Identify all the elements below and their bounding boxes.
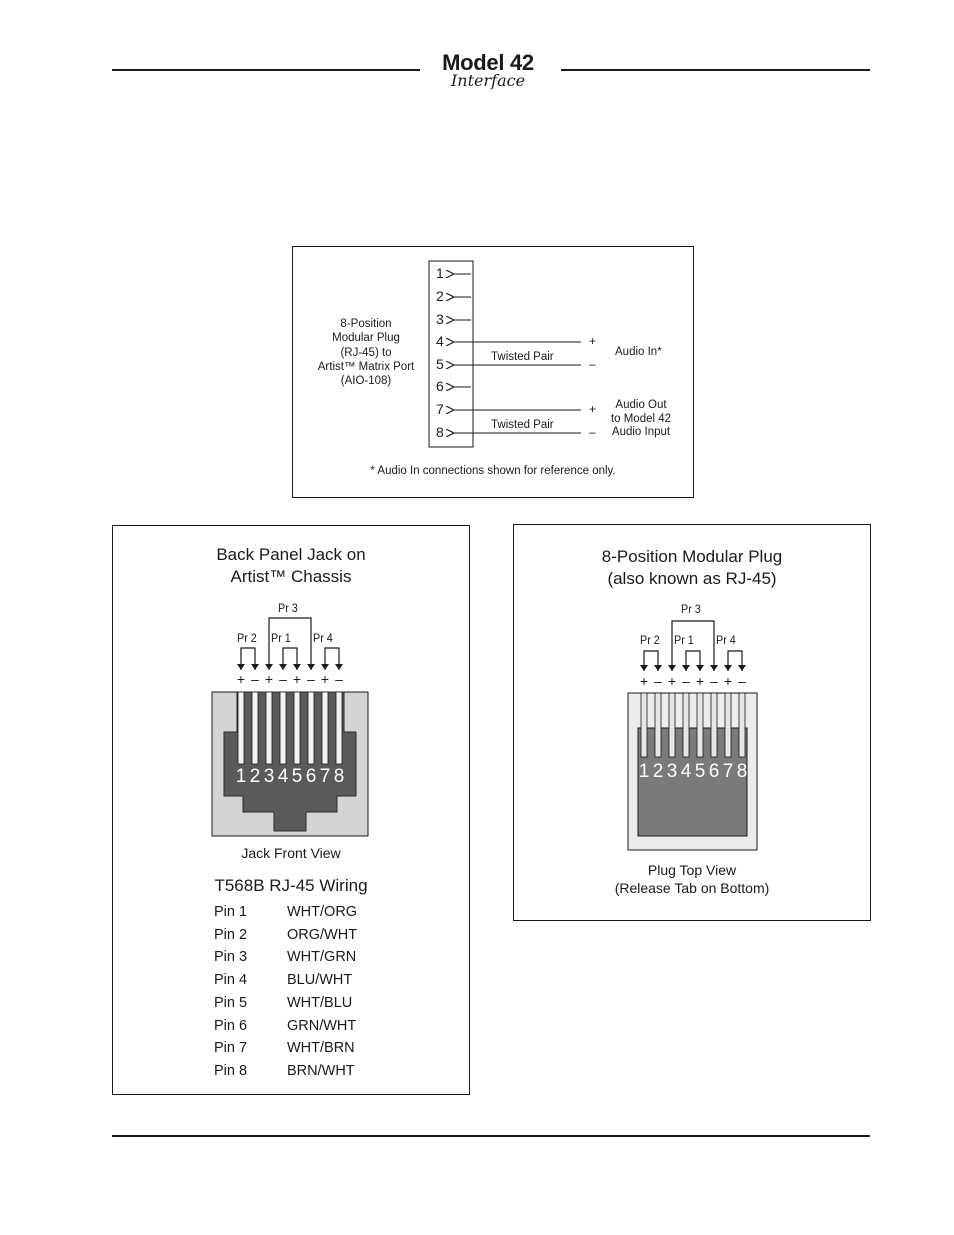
wiring-pin: Pin 6 [214, 1017, 248, 1034]
polarity-mark: + [292, 671, 302, 687]
audio-in-label: Audio In* [615, 346, 662, 358]
polarity-mark: – [654, 673, 662, 689]
polarity-mark: + [695, 673, 705, 689]
jack-caption: Jack Front View [241, 845, 341, 861]
pin-arrowhead [279, 664, 287, 670]
contact-pin [238, 692, 244, 764]
contact-pin [252, 692, 258, 764]
pin-number: 6 [305, 766, 317, 787]
twisted-pair-label-a: Twisted Pair [491, 351, 554, 363]
contact-pin [641, 693, 647, 757]
audio-out-label-line: Audio Out [615, 399, 667, 411]
pair-label-pr2: Pr 2 [237, 631, 257, 645]
pin-number: 3 [263, 766, 275, 787]
pair-label-pr3: Pr 3 [278, 601, 298, 615]
contact-pin [308, 692, 314, 764]
logo-title: Model 42 [442, 50, 534, 75]
pr4-bracket [728, 651, 742, 671]
connector-label-line: (RJ-45) to [340, 346, 392, 359]
polarity-mark: + [667, 673, 677, 689]
contact-pin [280, 692, 286, 764]
pair-label-pr4: Pr 4 [313, 631, 333, 645]
pair-label-pr1: Pr 1 [271, 631, 291, 645]
plug-panel-title-line: (also known as RJ-45) [607, 569, 777, 588]
connection-diagram [292, 246, 694, 498]
pr1-bracket [686, 651, 700, 671]
pair-label-pr1: Pr 1 [674, 633, 694, 647]
polarity-mark: + [723, 673, 733, 689]
contact-pin [294, 692, 300, 764]
contact-pin [655, 693, 661, 757]
audio-in-minus: – [589, 357, 596, 371]
contact-pin [725, 693, 731, 757]
wiring-pin: Pin 3 [214, 949, 248, 966]
jack-panel-title-line: Artist™ Chassis [230, 567, 352, 586]
plug-caption-line: Plug Top View [647, 862, 737, 878]
pin-arrowhead [307, 664, 315, 670]
jack-drawing [113, 526, 469, 846]
plug-panel-title-line: 8-Position Modular Plug [601, 547, 783, 566]
connector-label-line: Artist™ Matrix Port [317, 360, 415, 373]
pin-number: 4 [680, 761, 692, 782]
connector-label [303, 317, 429, 388]
header-rule-left [112, 69, 420, 71]
pin-number: 6 [436, 378, 444, 394]
footnote: * Audio In connections shown for reference only. [370, 465, 616, 477]
connector-label-line: Modular Plug [332, 332, 400, 345]
connector-label-line: 8-Position [340, 318, 392, 330]
pair-label-pr4: Pr 4 [716, 633, 736, 647]
pin-arrowhead [682, 665, 690, 671]
pin-arrowhead [265, 664, 273, 670]
pin-number: 5 [436, 356, 444, 372]
audio-in-plus: + [589, 334, 597, 348]
pin-number: 5 [291, 766, 303, 787]
polarity-mark: – [738, 673, 746, 689]
contact-pin [697, 693, 703, 757]
contact-pin [711, 693, 717, 757]
pin-number: 8 [736, 761, 748, 782]
contact-pin [683, 693, 689, 757]
polarity-mark: + [639, 673, 649, 689]
wiring-color: WHT/BLU [287, 994, 353, 1011]
pair-label-pr3: Pr 3 [681, 602, 701, 616]
wiring-pin: Pin 1 [214, 904, 248, 920]
footer-rule [112, 1135, 870, 1137]
pin-number: 7 [436, 401, 444, 417]
pin-arrowhead [640, 665, 648, 671]
polarity-mark: – [710, 673, 718, 689]
pin-arrowhead [724, 665, 732, 671]
pin-arrowhead [710, 665, 718, 671]
header-rule-right [561, 69, 870, 71]
pin-arrowhead [668, 665, 676, 671]
pin-arrowhead [251, 664, 259, 670]
wiring-pin: Pin 8 [214, 1062, 248, 1079]
pin-number: 3 [436, 311, 444, 327]
contact-pin [322, 692, 328, 764]
connector-label-line: (AIO-108) [340, 375, 392, 388]
polarity-mark: + [320, 671, 330, 687]
pin-number: 7 [722, 761, 734, 782]
audio-out-minus: – [589, 425, 596, 439]
pair-label-pr2: Pr 2 [640, 633, 660, 647]
polarity-mark: – [307, 671, 315, 687]
pin-number: 8 [436, 424, 444, 440]
pin-arrowhead [696, 665, 704, 671]
wiring-color: WHT/GRN [287, 949, 357, 966]
pr2-bracket [644, 651, 658, 671]
pin-number: 4 [277, 766, 289, 787]
contact-pin [739, 693, 745, 757]
audio-out-plus: + [589, 402, 597, 416]
pin-arrowhead [293, 664, 301, 670]
wiring-color: WHT/BRN [287, 1040, 355, 1057]
polarity-mark: – [251, 671, 259, 687]
audio-out-label-line: Audio Input [611, 426, 671, 438]
pin-arrowhead [321, 664, 329, 670]
pin-number: 2 [652, 761, 664, 782]
pin-arrowhead [335, 664, 343, 670]
wiring-color: BRN/WHT [287, 1062, 355, 1079]
pin-number: 5 [694, 761, 706, 782]
contact-pin [336, 692, 342, 764]
plug-caption [514, 862, 870, 897]
polarity-mark: – [335, 671, 343, 687]
pin-arrowhead [654, 665, 662, 671]
wiring-pin: Pin 7 [214, 1040, 248, 1057]
pin-arrowhead [738, 665, 746, 671]
twisted-pair-label-b: Twisted Pair [491, 419, 554, 431]
wiring-pin: Pin 4 [214, 972, 248, 989]
jack-panel [112, 525, 470, 1095]
pin-number: 1 [436, 265, 444, 281]
pin-number: 4 [436, 333, 444, 349]
wiring-color: GRN/WHT [287, 1017, 357, 1034]
pin-number: 1 [235, 766, 247, 787]
polarity-mark: + [264, 671, 274, 687]
plug-panel [513, 524, 871, 921]
pin-number: 3 [666, 761, 678, 782]
plug-drawing [514, 525, 870, 855]
wiring-title: T568B RJ-45 Wiring [214, 876, 368, 895]
contact-pin [669, 693, 675, 757]
logo-subtitle: Interface [450, 71, 526, 90]
wiring-pin: Pin 2 [214, 926, 248, 943]
audio-out-label-line: to Model 42 [610, 412, 672, 425]
plug-caption-line: (Release Tab on Bottom) [614, 879, 770, 896]
wiring-color: BLU/WHT [287, 972, 353, 989]
contact-pin [266, 692, 272, 764]
polarity-mark: + [236, 671, 246, 687]
pin-number: 6 [708, 761, 720, 782]
wiring-pin: Pin 5 [214, 994, 248, 1011]
pin-arrowhead [237, 664, 245, 670]
polarity-mark: – [279, 671, 287, 687]
jack-panel-title-line: Back Panel Jack on [216, 545, 366, 564]
audio-out-label [595, 399, 687, 440]
pin-number: 8 [333, 766, 345, 787]
pin-number: 7 [319, 766, 331, 787]
wiring-color: ORG/WHT [287, 926, 358, 943]
pin-number: 2 [249, 766, 261, 787]
wiring-color: WHT/ORG [287, 904, 358, 920]
pin-number: 1 [638, 761, 650, 782]
polarity-mark: – [682, 673, 690, 689]
pin-number: 2 [436, 288, 444, 304]
